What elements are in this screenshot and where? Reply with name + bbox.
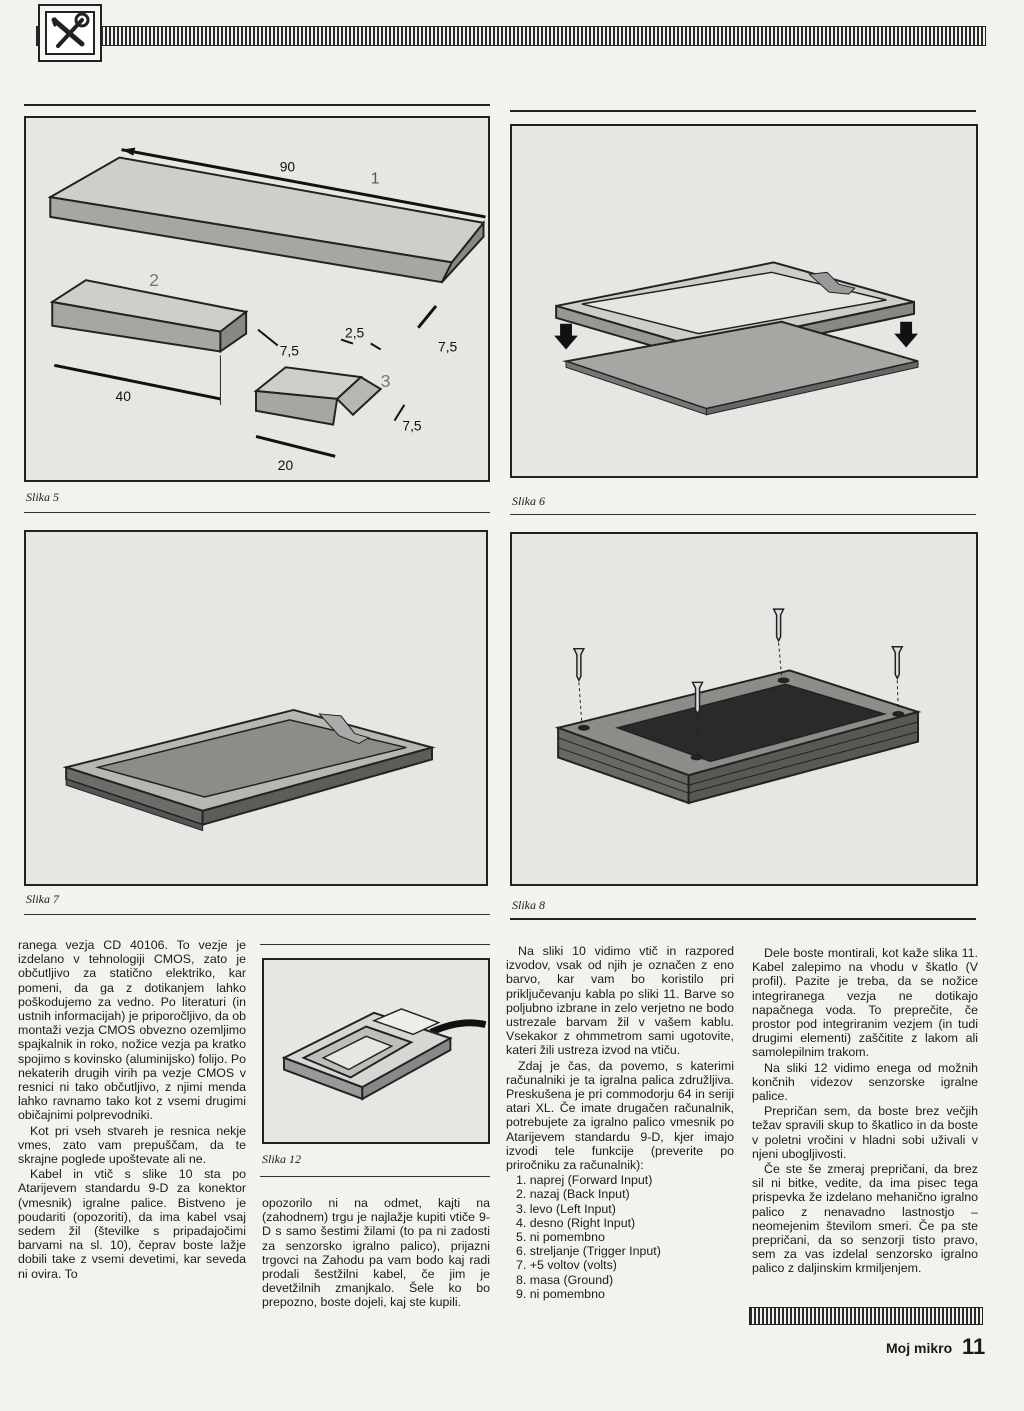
rule [510, 918, 976, 920]
paragraph: Kabel in vtič s slike 10 sta po Atarijevem standardu 9-D za konektor (vmesnik) igralne palice. Bistveno je poudariti (opozoriti), da ima kabel vsaj sedem žil (številke s pripadajočimi barvami na sl. 10), čeprav boste lažje dobili take z vsemi devetimi, kar seveda ni ovira. To [18, 1167, 246, 1281]
paragraph: ranega vezja CD 40106. To vezje je izdelano v tehnologiji CMOS, zato je občutljivo za statično elektriko, kar pomeni, da ga z dotikanjem lahko poškodujemo za vedno. Po literaturi (in ustnih informacijah) je priporočljivo, da ob montaži vezja CMOS obvezno ozemljimo spajkalnik in roko, nožice vezja pa kratko spojimo s kovinsko (aluminijsko) folijo. Po nekaterih drugih virih pa vezje CMOS v resnici ni tako občutljivo, z njimi menda lahko ravnamo tako kot z vsemi drugimi običajnimi polprevodniki. [18, 938, 246, 1123]
header-band [36, 26, 986, 46]
figure-12-joystick-box [262, 958, 490, 1144]
paragraph: Kot pri vseh stvareh je resnica nekje vmes, zato vam prepuščam, da te skrajne poglede upoštevate ali ne. [18, 1123, 246, 1167]
rule [510, 514, 976, 515]
paragraph: opozorilo ni na odmet, kajti na (zahodnem) trgu je najlažje kupiti vtiče 9-D s samo šestimi žilami (to pa ni zadosti za senzorsko igralno palico), prijazni trgovci na Zahodu pa vam bodo kaj radi prodali šestžilni kabel, če jim je devetžilnih zmanjkalo. Šele ko bo prepozno, boste dojeli, kaj ste kupili. [262, 1196, 490, 1310]
paragraph: Na sliki 12 vidimo enega od možnih končnih videzov senzorske igralne palice. [752, 1060, 978, 1104]
tools-logo-icon [38, 4, 102, 62]
text-column-1 [18, 938, 246, 1282]
list-item: 6. streljanje (Trigger Input) [516, 1244, 661, 1259]
rule [510, 110, 976, 112]
paragraph: Če ste še zmeraj prepričani, da brez sil ni bitke, vedite, da ima pisec tega prispevka že izdelano mehanično igralno palico z nenavadno lastnostjo – neomejenim številom smeri. Če pa ste prepričani, da so senzorji tisto pravo, sem za vas izdelal senzorsko igralno palico z daljinskim krmiljenjem. [752, 1162, 978, 1276]
rule [260, 1176, 490, 1177]
paragraph: Prepričan sem, da boste brez večjih težav spravili skup to škatlico in da boste v poletni vročini v hladni sobi uživali v njeni ubogljivosti. [752, 1104, 978, 1161]
dimension-7-5-a: 7,5 [279, 342, 299, 359]
figure-7-caption: Slika 7 [26, 892, 59, 906]
rule [24, 104, 490, 106]
text-column-4 [752, 946, 978, 1277]
dimension-2-5: 2,5 [345, 324, 365, 341]
list-item: 9. ni pomembno [516, 1286, 605, 1301]
text-column-2 [262, 1196, 490, 1311]
rule [24, 512, 490, 513]
figure-7-assembled-tray [24, 530, 488, 886]
list-item: 1. naprej (Forward Input) [516, 1173, 653, 1188]
dimension-20: 20 [277, 457, 294, 474]
list-item: 7. +5 voltov (volts) [516, 1258, 617, 1273]
figure-5-caption: Slika 5 [26, 490, 59, 504]
dimension-7-5-b: 7,5 [438, 338, 458, 355]
figure-6-frame-and-base [510, 124, 978, 478]
dimension-90: 90 [279, 158, 296, 175]
paragraph: Dele boste montirali, kot kaže slika 11. Kabel zalepimo na vhodu v škatlo (V profil). Pazite je treba, da se nožice integriranega vezja ne dotikajo napačnega voda. To preprečite, če prostor pod integriranim vezjem (in tudi drugimi elementi) zaščitite z lakom ali samolepilnim trakom. [752, 946, 978, 1060]
figure-5-dimensions [24, 116, 490, 482]
text-column-3 [506, 944, 734, 1301]
part-label-2: 2 [149, 270, 160, 291]
dimension-7-5-c: 7,5 [402, 417, 422, 434]
list-item: 4. desno (Right Input) [516, 1215, 636, 1230]
list-item: 8. masa (Ground) [516, 1272, 614, 1287]
pin-list [506, 1173, 734, 1301]
list-item: 3. levo (Left Input) [516, 1201, 616, 1216]
part-label-3: 3 [380, 371, 391, 392]
figure-12-caption: Slika 12 [262, 1152, 301, 1166]
paragraph: Zdaj je čas, da povemo, s katerimi računalniki je ta igralna palica združljiva. Preskušena je pri commodorju 64 in seriji atari XL. Če imate drugačen računalnik, potrebujete za igralno palico vmesnik po Atarijevem standardu 9-D, kjer imajo izvodi tele funkcije (preverite po priročniku za računalnik): [506, 1058, 734, 1173]
page-number: 11 [962, 1334, 986, 1359]
list-item: 2. nazaj (Back Input) [516, 1187, 630, 1202]
figure-8-screwed-box [510, 532, 978, 886]
magazine-name: Moj mikro [886, 1340, 953, 1356]
list-item: 5. ni pomembno [516, 1230, 605, 1245]
figure-6-caption: Slika 6 [512, 494, 545, 508]
rule [24, 914, 490, 915]
rule [260, 944, 490, 945]
figure-8-caption: Slika 8 [512, 898, 545, 912]
part-label-1: 1 [370, 170, 380, 188]
footer-band [749, 1307, 983, 1325]
paragraph: Na sliki 10 vidimo vtič in razpored izvodov, vsak od njih je označen z eno barvo, kar vam bo koristilo pri priključevanju kabla po sliki 11. Barve so poljubno izbrane in zelo verjetno ne bodo ustrezale barvam žil v vašem kablu. Vsekakor z ohmmetrom sami ugotovite, kateri žili ustreza izvod na vtiču. [506, 944, 734, 1058]
dimension-40: 40 [115, 387, 131, 404]
